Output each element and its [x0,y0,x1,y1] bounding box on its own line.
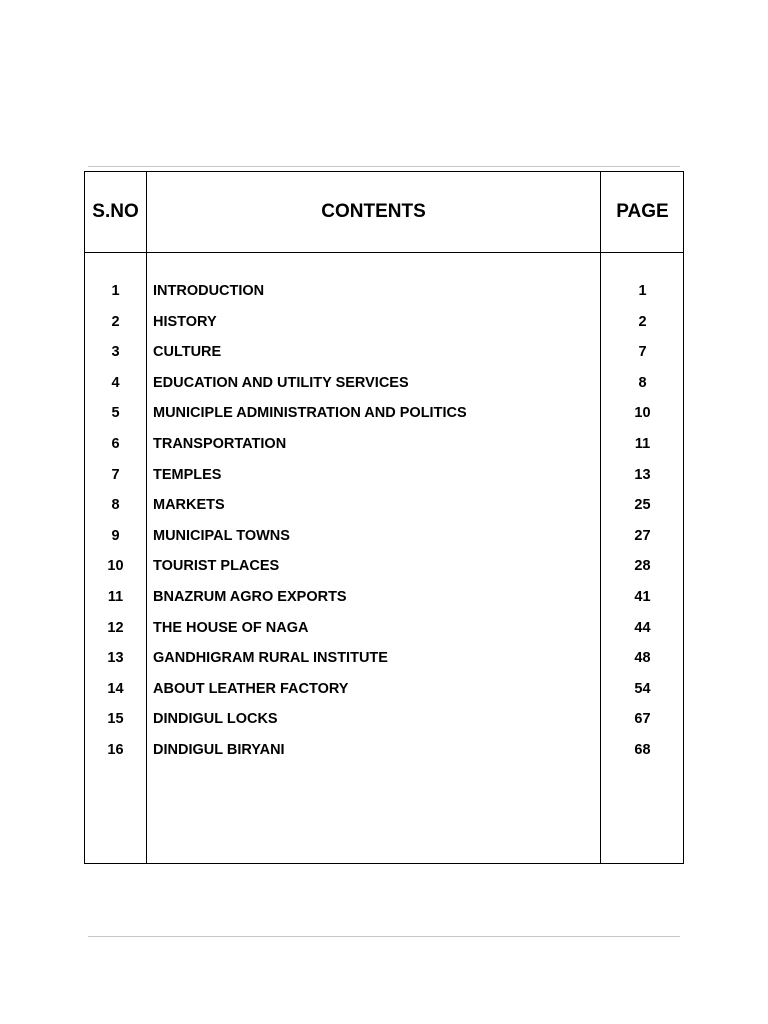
table-row [85,398,683,429]
row-number: 4 [111,374,120,391]
table-row [85,521,683,552]
table-row [85,704,683,735]
row-title: TRANSPORTATION [153,435,287,452]
row-page: 13 [634,466,651,483]
table-row [85,276,683,307]
table-row [85,307,683,338]
header-contents: CONTENTS [321,201,426,222]
table-row [85,490,683,521]
row-page: 1 [638,283,647,299]
row-number: 5 [111,405,120,422]
table-row [85,337,683,368]
row-title: TEMPLES [153,466,222,483]
row-page: 48 [634,650,651,667]
header-divider [85,252,683,253]
bottom-divider-line [88,936,680,937]
contents-table [84,171,684,864]
row-title: MARKETS [153,497,225,514]
row-page: 67 [634,711,651,728]
row-number: 14 [107,680,124,697]
row-number: 9 [111,527,120,544]
row-page: 10 [634,405,651,422]
row-title: HISTORY [153,313,217,330]
row-number: 8 [111,497,120,514]
row-number: 1 [111,283,120,299]
row-page: 2 [638,313,647,330]
row-number: 12 [107,619,124,636]
row-page: 54 [634,680,651,697]
row-title: GANDHIGRAM RURAL INSTITUTE [153,650,388,667]
table-row [85,551,683,582]
row-title: DINDIGUL BIRYANI [153,741,285,758]
row-page: 7 [638,344,647,361]
row-title: MUNICIPLE ADMINISTRATION AND POLITICS [153,405,467,422]
contents-rows [85,276,683,766]
row-page: 68 [634,741,651,758]
table-row [85,368,683,399]
row-number: 15 [107,711,124,728]
row-title: TOURIST PLACES [153,558,280,575]
row-number: 6 [111,435,120,452]
table-row [85,460,683,491]
row-page: 44 [634,619,651,636]
header-page: PAGE [616,201,669,222]
row-page: 41 [634,588,651,605]
row-page: 11 [634,435,651,452]
row-page: 8 [638,374,647,391]
table-row [85,582,683,613]
row-title: DINDIGUL LOCKS [153,711,278,728]
row-number: 7 [111,466,120,483]
header-sno: S.NO [92,201,139,222]
row-page: 27 [634,527,651,544]
row-title: EDUCATION AND UTILITY SERVICES [153,374,409,391]
row-title: THE HOUSE OF NAGA [153,619,309,636]
row-page: 25 [634,497,651,514]
row-page: 28 [634,558,651,575]
row-number: 3 [111,344,120,361]
row-number: 13 [107,650,124,667]
row-number: 11 [107,588,124,605]
row-title: INTRODUCTION [153,283,265,299]
table-row [85,735,683,766]
row-number: 2 [111,313,120,330]
row-title: CULTURE [153,344,222,361]
row-title: MUNICIPAL TOWNS [153,527,290,544]
table-row [85,643,683,674]
row-number: 10 [107,558,124,575]
table-row [85,674,683,705]
row-title: BNAZRUM AGRO EXPORTS [153,588,347,605]
top-divider-line [88,166,680,167]
row-number: 16 [107,741,124,758]
row-title: ABOUT LEATHER FACTORY [153,680,349,697]
table-row [85,613,683,644]
table-row [85,429,683,460]
